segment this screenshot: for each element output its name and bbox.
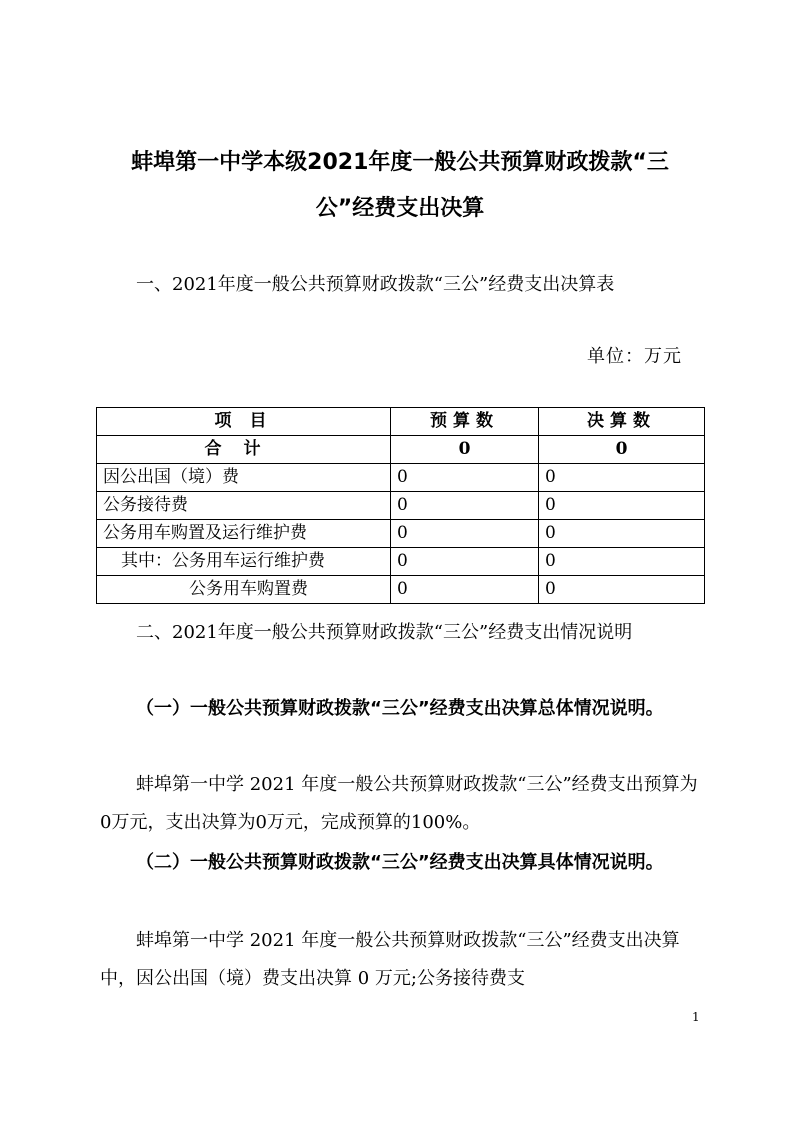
unit-label: 单位：万元 bbox=[587, 346, 682, 367]
row-label: 其中：公务用车运行维护费 bbox=[97, 548, 391, 576]
row-actual: 0 bbox=[539, 464, 705, 492]
row-actual: 0 bbox=[539, 492, 705, 520]
row-actual: 0 bbox=[539, 520, 705, 548]
row-label: 因公出国（境）费 bbox=[97, 464, 391, 492]
title-line-1: 蚌埠第一中学本级2021年度一般公共预算财政拨款“三 bbox=[131, 150, 669, 175]
budget-table bbox=[96, 407, 705, 604]
row-label: 公务用车购置及运行维护费 bbox=[97, 520, 391, 548]
title-line-2: 公”经费支出决算 bbox=[315, 196, 485, 221]
row-actual: 0 bbox=[539, 548, 705, 576]
sub1-body: 蚌埠第一中学 2021 年度一般公共预算财政拨款“三公”经费支出预算为0万元，支出决算为0万元，完成预算的100%。 bbox=[100, 774, 698, 833]
section2-heading: 二、2021年度一般公共预算财政拨款“三公”经费支出情况说明 bbox=[136, 622, 633, 643]
table-total-row bbox=[97, 436, 705, 464]
total-actual: 0 bbox=[539, 436, 705, 464]
row-label: 公务用车购置费 bbox=[97, 576, 391, 604]
table-row bbox=[97, 492, 705, 520]
row-budget: 0 bbox=[391, 520, 539, 548]
header-budget: 预算数 bbox=[391, 408, 539, 436]
page-number: 1 bbox=[692, 1010, 700, 1024]
table-row bbox=[97, 576, 705, 604]
sub2-heading: （二）一般公共预算财政拨款“三公”经费支出决算具体情况说明。 bbox=[136, 852, 664, 873]
sub1-heading: （一）一般公共预算财政拨款“三公”经费支出决算总体情况说明。 bbox=[136, 698, 664, 719]
row-budget: 0 bbox=[391, 548, 539, 576]
row-budget: 0 bbox=[391, 492, 539, 520]
total-label: 合计 bbox=[97, 436, 391, 464]
row-budget: 0 bbox=[391, 464, 539, 492]
row-actual: 0 bbox=[539, 576, 705, 604]
table-row bbox=[97, 464, 705, 492]
total-budget: 0 bbox=[391, 436, 539, 464]
row-label: 公务接待费 bbox=[97, 492, 391, 520]
header-item: 项 目 bbox=[97, 408, 391, 436]
table-header-row bbox=[97, 408, 705, 436]
section1-heading: 一、2021年度一般公共预算财政拨款“三公”经费支出决算表 bbox=[136, 274, 615, 295]
sub2-body: 蚌埠第一中学 2021 年度一般公共预算财政拨款“三公”经费支出决算中，因公出国（境）费支出决算 0 万元;公务接待费支 bbox=[100, 930, 680, 989]
document-title bbox=[100, 140, 700, 232]
table-row bbox=[97, 548, 705, 576]
table-row bbox=[97, 520, 705, 548]
row-budget: 0 bbox=[391, 576, 539, 604]
header-actual: 决算数 bbox=[539, 408, 705, 436]
